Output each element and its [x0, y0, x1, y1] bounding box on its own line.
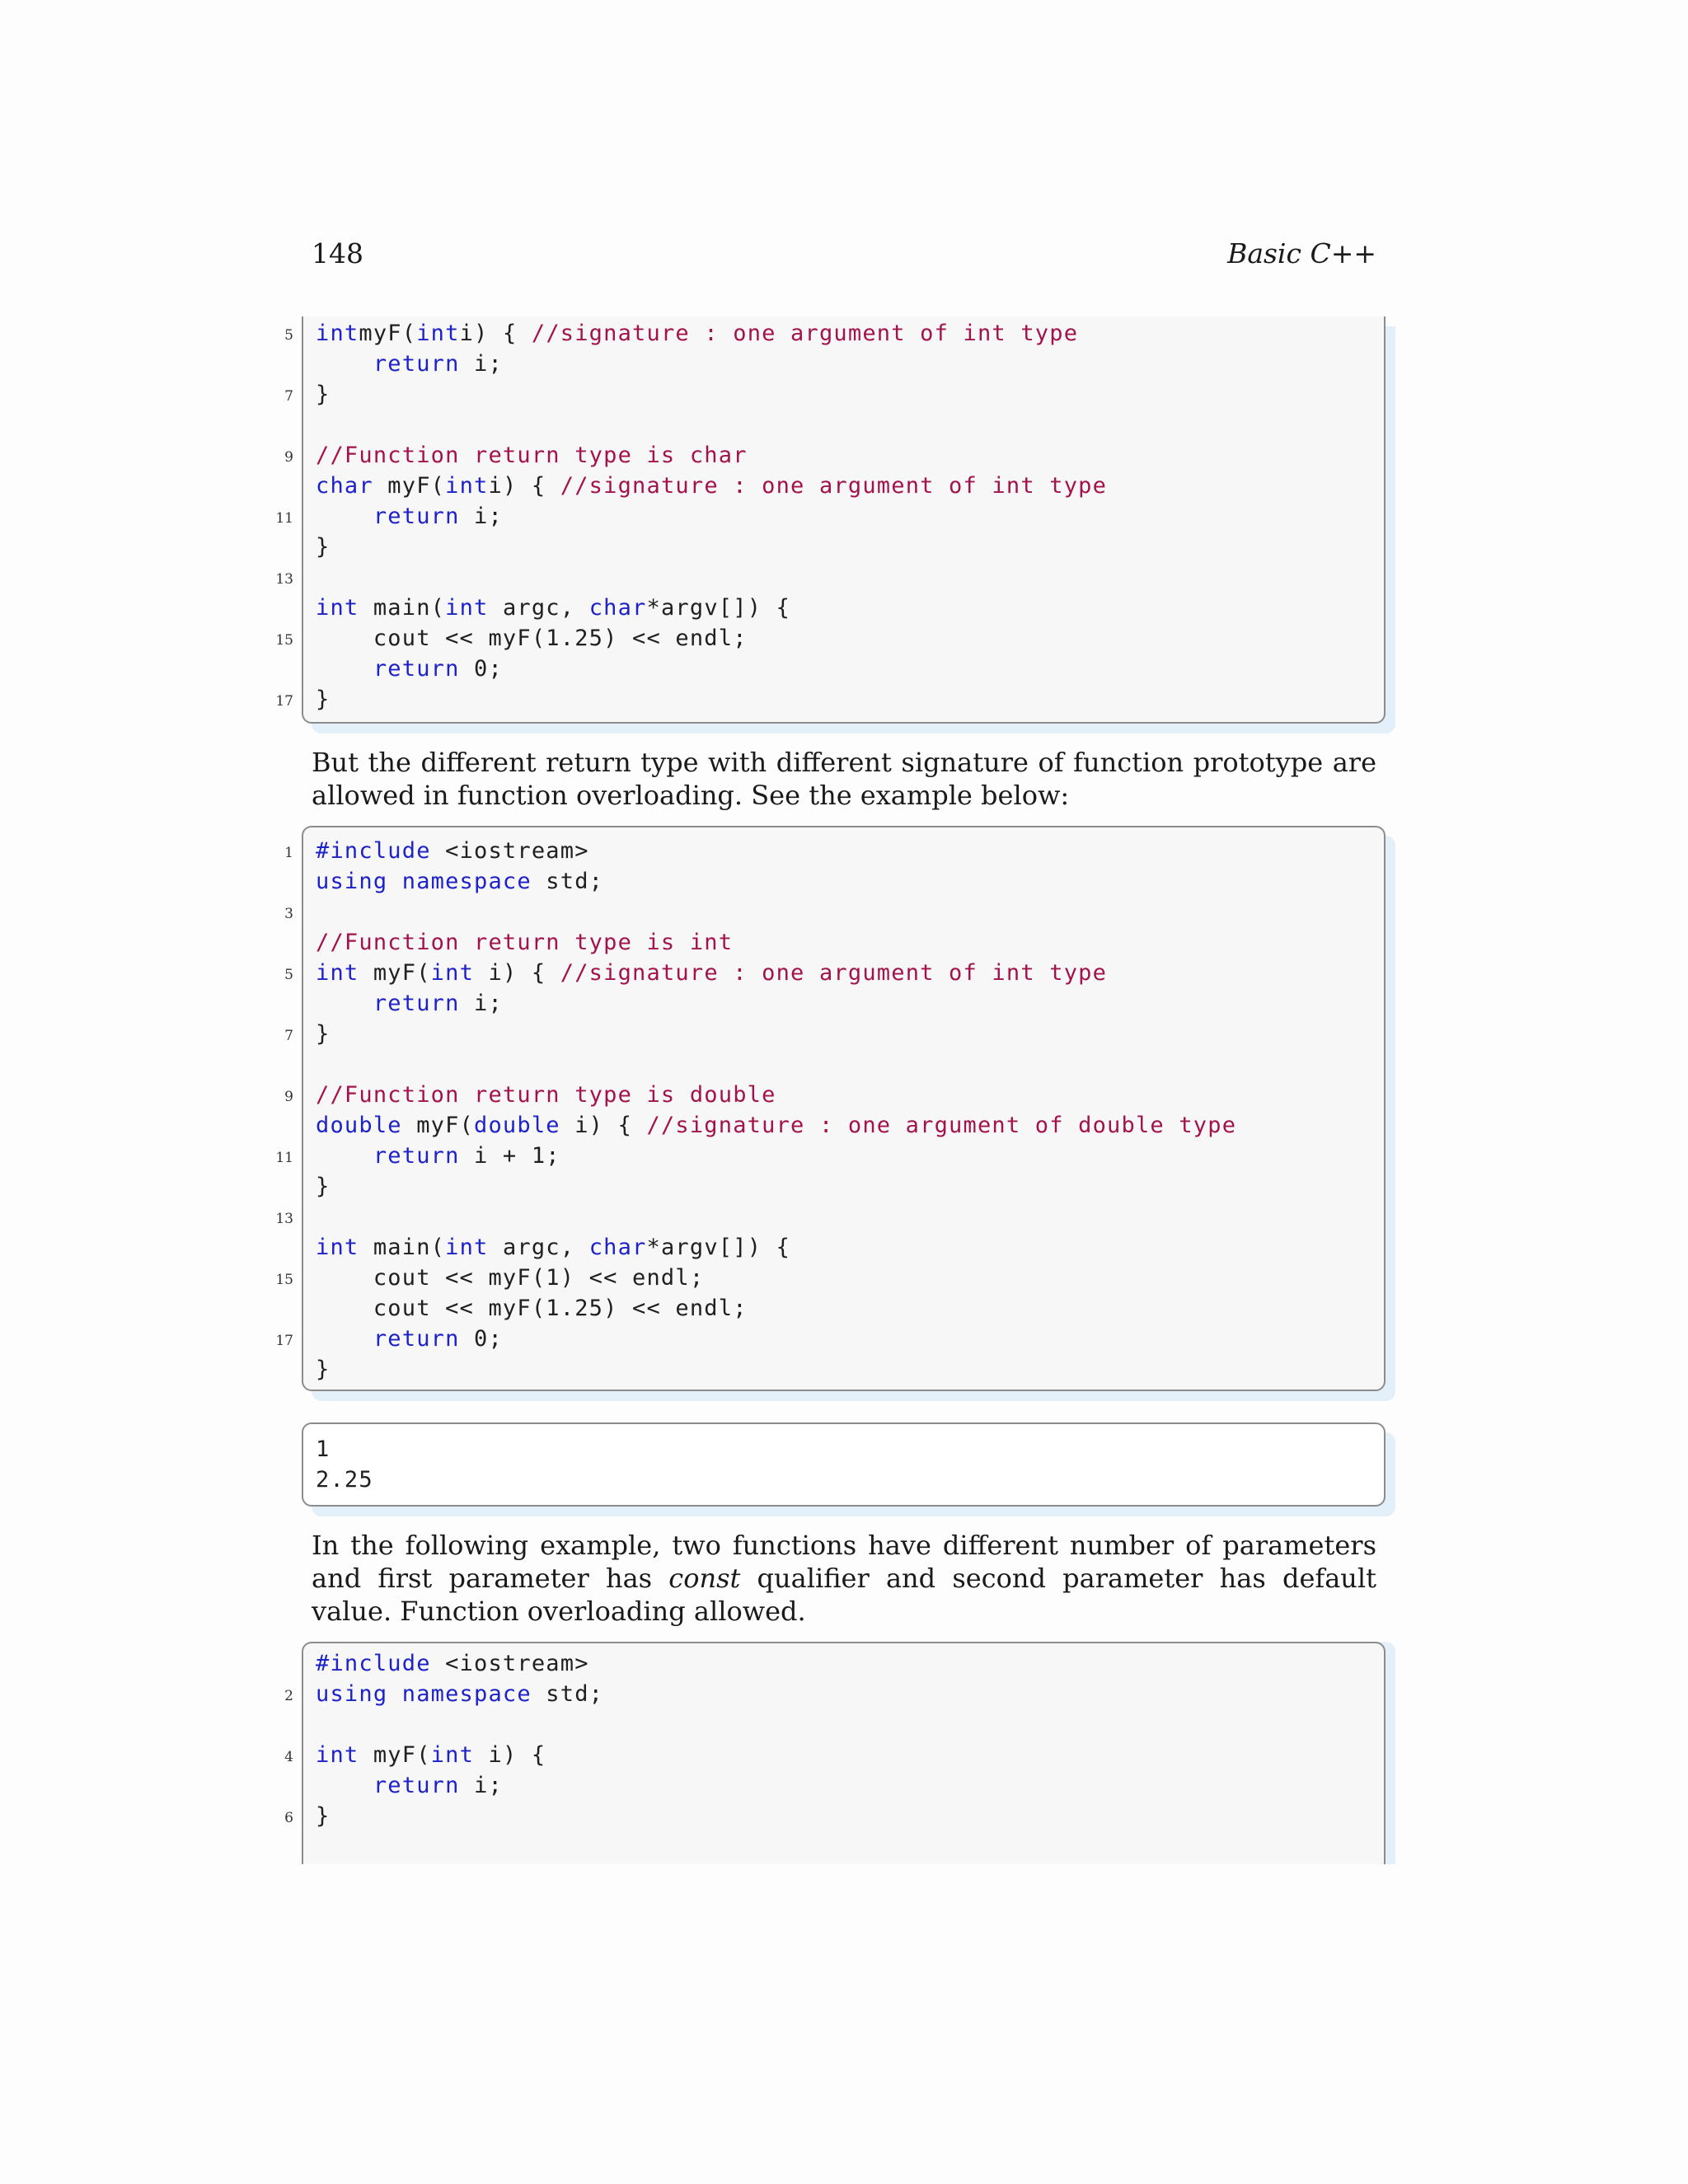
code-line: [316, 1679, 603, 1709]
code-token: i;: [459, 1773, 503, 1798]
keyword-token: int: [316, 595, 359, 621]
output-line: 1: [316, 1436, 331, 1462]
keyword-token: #include: [316, 838, 431, 864]
code-line: [316, 927, 733, 958]
line-number: 4: [284, 1749, 293, 1765]
code-token: [316, 504, 373, 529]
code-line: [316, 349, 503, 379]
line-number: 11: [275, 1150, 293, 1166]
code-line: [316, 866, 603, 897]
code-token: main(: [359, 1235, 446, 1260]
line-number: 5: [284, 327, 293, 344]
code-line: [316, 440, 748, 471]
code-token: [316, 1773, 373, 1798]
code-token: myF(: [359, 960, 431, 986]
code-token: }: [316, 687, 331, 712]
code-line: [316, 1232, 790, 1263]
code-line: [316, 318, 1078, 349]
keyword-token: return: [373, 656, 460, 682]
line-number: 2: [284, 1688, 293, 1704]
keyword-token: int: [430, 1742, 475, 1768]
code-line: [316, 532, 330, 562]
code-token: i;: [459, 351, 503, 377]
code-line: [316, 1171, 330, 1202]
code-line: [316, 1110, 1236, 1141]
line-number: 13: [275, 571, 293, 588]
code-line: [316, 1080, 776, 1110]
paragraph-default-value: [312, 1529, 1376, 1628]
code-token: [316, 656, 373, 682]
code-token: cout << myF(1.25) << endl;: [316, 626, 748, 651]
code-token: [316, 1326, 373, 1352]
keyword-token: char: [588, 1235, 647, 1260]
code-token: cout << myF(1) << endl;: [316, 1265, 705, 1291]
code-line: [316, 836, 589, 866]
comment-token: //Function return type is char: [316, 443, 748, 468]
line-number: 3: [284, 906, 293, 922]
keyword-token: double: [316, 1113, 402, 1138]
code-block-char-return: [275, 316, 1386, 724]
line-number: 5: [284, 967, 293, 983]
code-token: *argv[]) {: [646, 1235, 791, 1260]
code-line: [316, 988, 503, 1019]
code-token: i) {: [474, 960, 560, 986]
running-title: Basic C++: [1227, 237, 1376, 269]
line-number: 9: [284, 1089, 293, 1105]
code-line: [316, 1141, 560, 1171]
comment-token: //signature : one argument of int type: [531, 321, 1079, 346]
keyword-token: return: [373, 1143, 460, 1169]
code-token: myF(: [359, 1742, 431, 1768]
comment-token: //Function return type is int: [316, 930, 734, 955]
code-token: 0;: [459, 1326, 503, 1352]
line-number: 1: [284, 845, 293, 861]
keyword-token: return: [373, 991, 460, 1016]
code-token: argc,: [488, 1235, 589, 1260]
line-number: 7: [284, 1028, 293, 1044]
keyword-token: int: [445, 1235, 489, 1260]
line-number: 7: [284, 388, 293, 405]
code-token: i;: [459, 991, 503, 1016]
keyword-token: double: [474, 1113, 560, 1138]
code-line: [316, 1801, 330, 1831]
keyword-token: char: [316, 473, 373, 499]
line-number: 15: [275, 1272, 293, 1288]
code-token: myF(: [359, 321, 417, 346]
code-token: [316, 1143, 373, 1169]
output-line: 2.25: [316, 1467, 373, 1493]
code-token: [316, 351, 373, 377]
code-token: std;: [531, 1681, 604, 1707]
code-line: [316, 654, 503, 684]
keyword-token: int: [316, 321, 359, 346]
keyword-token: using namespace: [316, 869, 532, 894]
code-token: }: [316, 1357, 331, 1382]
comment-token: //signature : one argument of int type: [560, 473, 1108, 499]
line-number: 6: [284, 1810, 293, 1826]
code-line: [316, 379, 330, 410]
line-number: 11: [275, 510, 293, 527]
code-token: myF(: [401, 1113, 475, 1138]
output-block: [302, 1422, 1386, 1507]
code-token: i) {: [459, 321, 532, 346]
code-block-double-return: [275, 826, 1386, 1391]
code-token: i) {: [560, 1113, 647, 1138]
code-token: argc,: [488, 595, 589, 621]
keyword-token: char: [588, 595, 647, 621]
code-line: [316, 501, 503, 532]
code-token: myF(: [373, 473, 446, 499]
comment-token: //signature : one argument of double type: [646, 1113, 1237, 1138]
code-line: [316, 958, 1107, 988]
code-line: [316, 623, 748, 654]
code-token: }: [316, 534, 331, 560]
keyword-token: return: [373, 504, 460, 529]
code-token: i) {: [488, 473, 560, 499]
code-token: [316, 991, 373, 1016]
code-token: <iostream>: [430, 838, 589, 864]
code-line: [316, 1354, 330, 1385]
paragraph-return-type: But the different return type with different signature of function prototype are allowed in function overloading. See the example below:: [312, 747, 1376, 811]
line-number: 17: [275, 1333, 293, 1349]
paragraph-text-after: qualifier and second parameter has default value. Function overloading allowed.: [312, 1563, 1377, 1627]
code-token: i + 1;: [459, 1143, 560, 1169]
code-token: cout << myF(1.25) << endl;: [316, 1296, 748, 1321]
code-line: [316, 684, 330, 715]
keyword-token: using namespace: [316, 1681, 532, 1707]
keyword-token: return: [373, 1326, 460, 1352]
code-token: 0;: [459, 656, 503, 682]
const-keyword-emphasis: const: [668, 1563, 741, 1594]
code-line: [316, 1019, 330, 1049]
keyword-token: int: [416, 321, 460, 346]
keyword-token: #include: [316, 1651, 431, 1676]
line-number: 9: [284, 449, 293, 466]
paragraph-text-before: In the following example, two functions have different number of parameters and first parameter has: [312, 1530, 1376, 1594]
line-number: 17: [275, 693, 293, 710]
code-token: }: [316, 1021, 331, 1047]
code-token: }: [316, 1174, 331, 1199]
line-number: 15: [275, 632, 293, 649]
code-token: std;: [531, 869, 604, 894]
keyword-token: int: [316, 960, 359, 986]
keyword-token: int: [316, 1742, 359, 1768]
code-token: *argv[]) {: [646, 595, 791, 621]
code-token: }: [316, 1803, 331, 1829]
keyword-token: return: [373, 351, 460, 377]
code-token: <iostream>: [430, 1651, 589, 1676]
code-line: [316, 1770, 503, 1801]
code-token: i;: [459, 504, 503, 529]
code-line: [316, 471, 1107, 501]
keyword-token: int: [445, 595, 489, 621]
comment-token: //Function return type is double: [316, 1082, 776, 1108]
code-token: }: [316, 382, 331, 407]
keyword-token: int: [445, 473, 489, 499]
keyword-token: return: [373, 1773, 460, 1798]
code-line: [316, 593, 790, 623]
code-line: [316, 1293, 748, 1324]
comment-token: //signature : one argument of int type: [560, 960, 1108, 986]
keyword-token: int: [316, 1235, 359, 1260]
code-block-default-param: [284, 1642, 1386, 1864]
keyword-token: int: [430, 960, 475, 986]
line-number: 13: [275, 1211, 293, 1227]
code-token: main(: [359, 595, 446, 621]
code-line: [316, 1263, 704, 1293]
code-line: [316, 1648, 589, 1679]
code-line: [316, 1740, 546, 1770]
code-token: i) {: [474, 1742, 546, 1768]
page-number: 148: [312, 237, 363, 269]
code-line: [316, 1324, 503, 1354]
